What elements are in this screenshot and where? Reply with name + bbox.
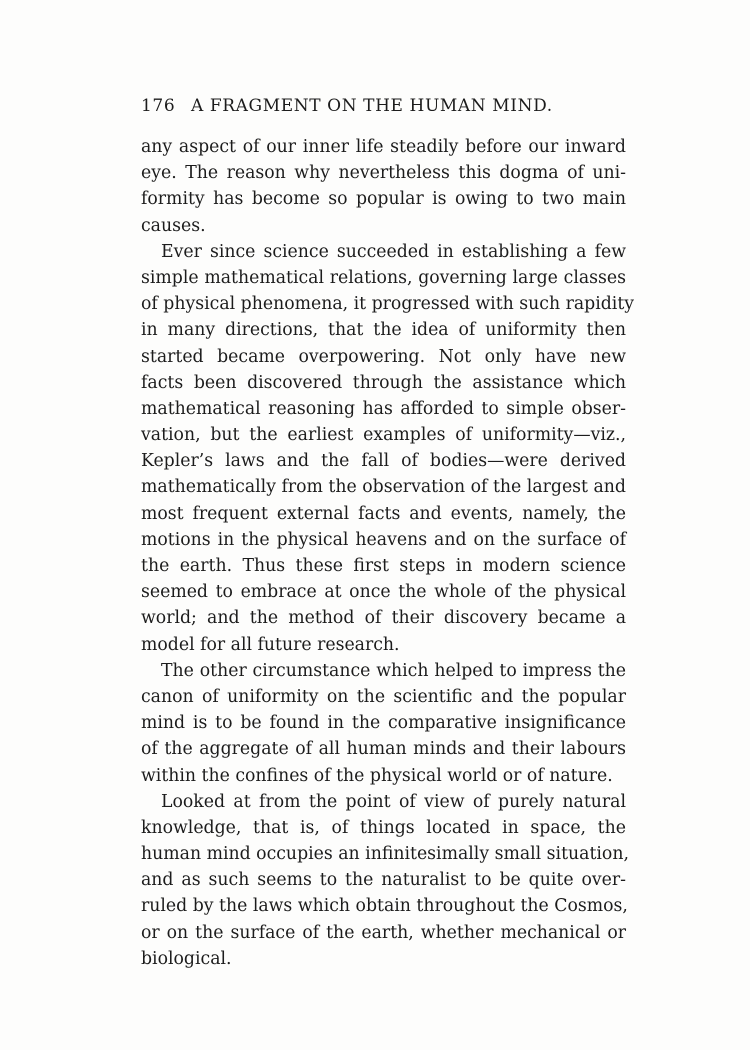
- text-line: facts been discovered through the assistance which: [141, 372, 626, 393]
- text-line: within the confines of the physical world or of nature.: [141, 765, 613, 786]
- text-line: motions in the physical heavens and on the surface of: [141, 529, 626, 550]
- text-line: causes.: [141, 215, 206, 236]
- text-line: ruled by the laws which obtain throughout the Cosmos,: [141, 896, 628, 917]
- text-line: and as such seems to the naturalist to be quite over-: [141, 870, 626, 891]
- text-line: any aspect of our inner life steadily before our inward: [141, 137, 626, 157]
- text-line: seemed to embrace at once the whole of the physical: [141, 582, 626, 603]
- text-line: mathematically from the observation of the largest and: [141, 477, 626, 498]
- text-line: canon of uniformity on the scientific and the popular: [141, 686, 626, 707]
- text-line: simple mathematical relations, governing large classes: [141, 267, 626, 288]
- text-line: world; and the method of their discovery became a: [141, 608, 626, 629]
- page-number: 176: [141, 96, 176, 116]
- text-line: or on the surface of the earth, whether mechanical or: [141, 922, 626, 943]
- text-line: model for all future research.: [141, 634, 400, 655]
- text-line: the earth. Thus these first steps in modern science: [141, 556, 626, 576]
- text-line: knowledge, that is, of things located in space, the: [141, 817, 626, 838]
- text-line: formity has become so popular is owing to two main: [141, 189, 626, 210]
- running-title: A FRAGMENT ON THE HUMAN MIND.: [191, 96, 553, 116]
- body-text: [141, 134, 635, 972]
- text-line: of physical phenomena, it progressed with such rapidity: [141, 294, 635, 315]
- running-head: [141, 96, 581, 116]
- text-line: Kepler’s laws and the fall of bodies—were derived: [141, 451, 626, 472]
- text-line: started became overpowering. Not only have new: [141, 346, 626, 367]
- text-line: most frequent external facts and events, namely, the: [141, 503, 626, 524]
- text-line: The other circumstance which helped to impress the: [161, 660, 626, 681]
- text-line: eye. The reason why nevertheless this dogma of uni-: [141, 163, 626, 184]
- text-line: Ever since science succeeded in establishing a few: [161, 241, 626, 262]
- text-line: of the aggregate of all human minds and their labours: [141, 739, 626, 760]
- text-line: mathematical reasoning has afforded to simple obser-: [141, 398, 626, 419]
- text-line: Looked at from the point of view of purely natural: [161, 791, 626, 812]
- text-line: in many directions, that the idea of uniformity then: [141, 320, 626, 341]
- text-line: mind is to be found in the comparative insignificance: [141, 713, 626, 734]
- text-line: biological.: [141, 948, 232, 969]
- text-line: human mind occupies an infinitesimally small situation,: [141, 844, 629, 865]
- text-line: vation, but the earliest examples of uniformity—viz.,: [141, 425, 626, 446]
